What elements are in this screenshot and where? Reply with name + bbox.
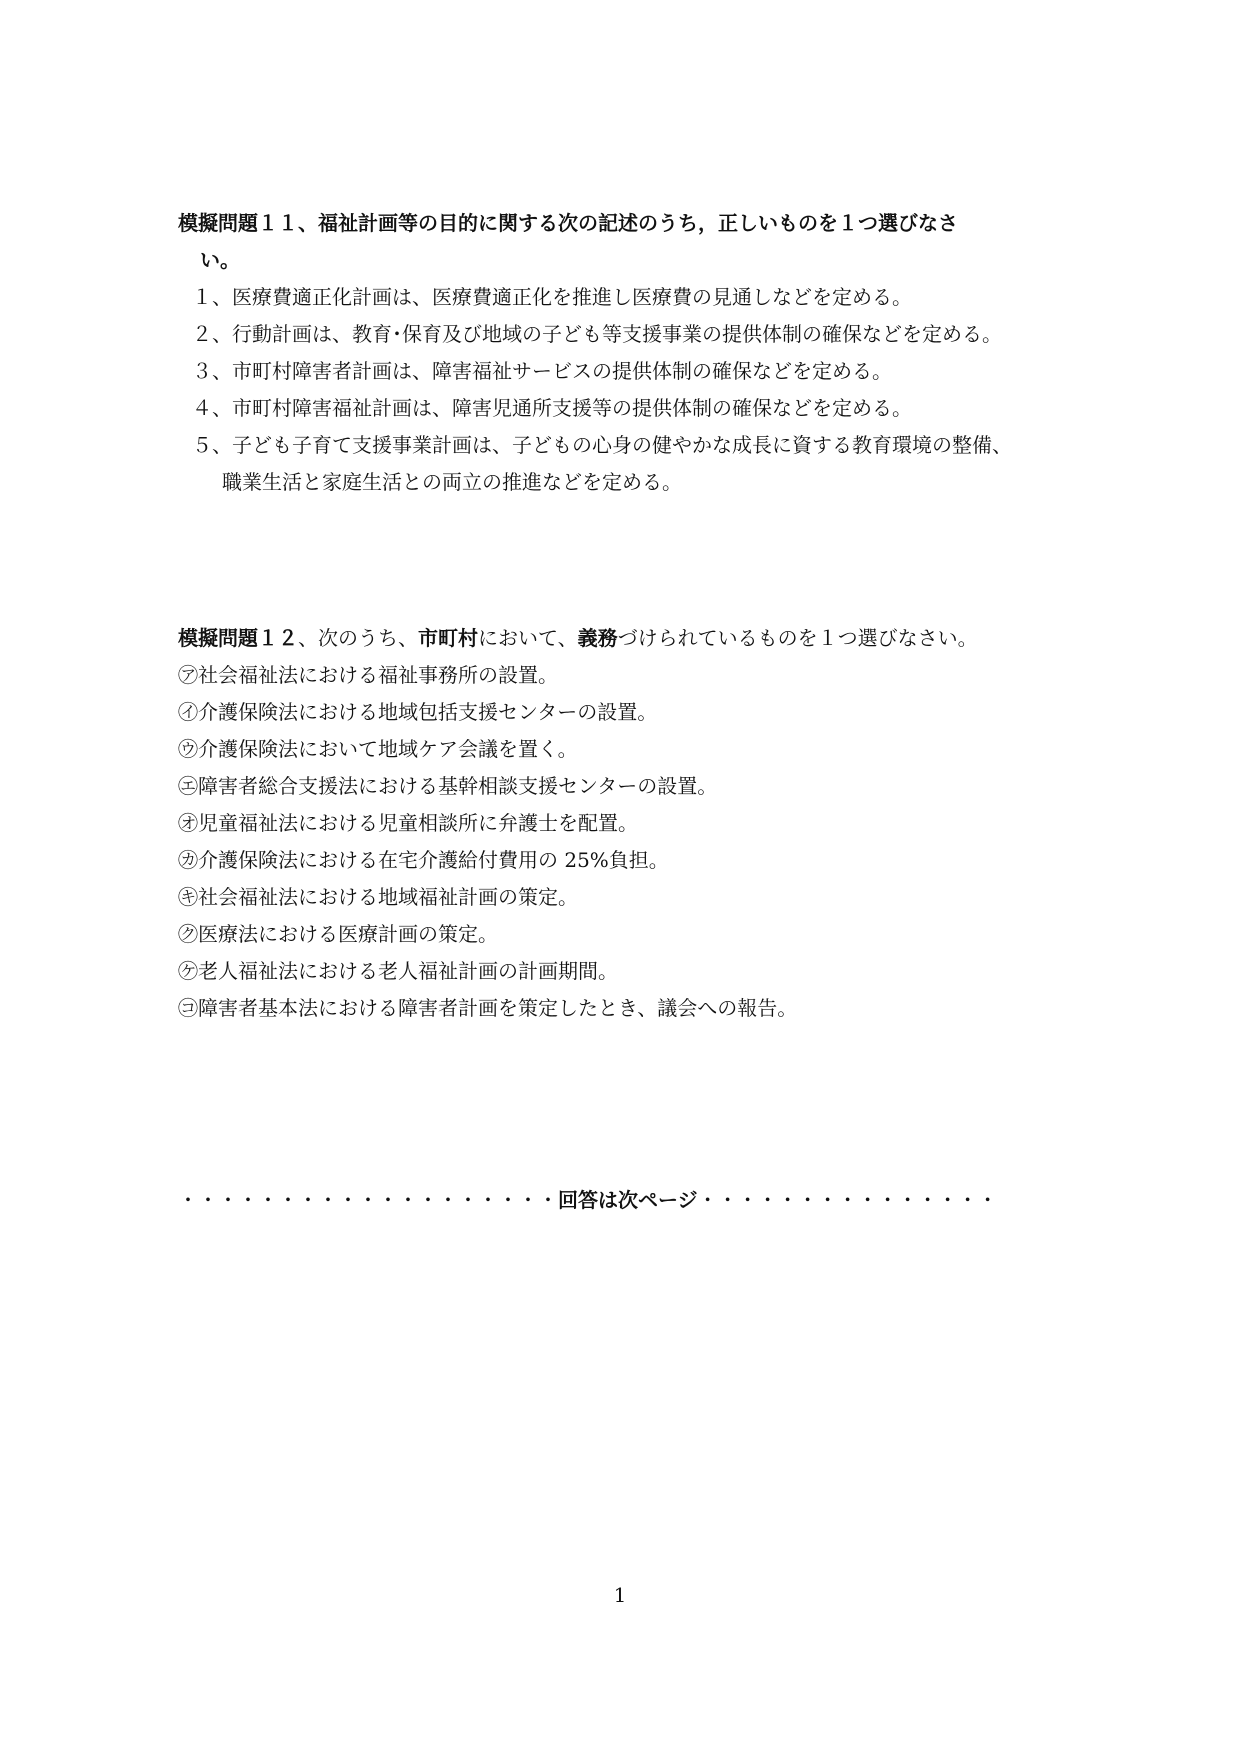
question-11-option-2: ２、行動計画は、教育･保育及び地域の子ども等支援事業の提供体制の確保などを定める。: [192, 322, 1002, 346]
question-11-option-5: ５、子ども子育て支援事業計画は、子どもの心身の健やかな成長に資する教育環境の整備、: [192, 433, 1012, 457]
question-12-item-ke: ㋘老人福祉法における老人福祉計画の計画期間。: [178, 959, 618, 983]
question-12-item-ka: ㋕介護保険法における在宅介護給付費用の 25%負担。: [178, 848, 669, 872]
answer-next-page-separator: [178, 1182, 1058, 1219]
question-11-option-1: １、医療費適正化計画は、医療費適正化を推進し医療費の見通しなどを定める。: [192, 285, 912, 309]
question-12-text-b: において、: [478, 626, 578, 650]
question-12-item-ko: ㋙障害者基本法における障害者計画を策定したとき、議会への報告。: [178, 996, 798, 1020]
question-12: [178, 620, 1078, 1027]
question-12-item-ki: ㋖社会福祉法における地域福祉計画の策定。: [178, 885, 578, 909]
question-12-item-a: ㋐社会福祉法における福祉事務所の設置。: [178, 663, 558, 687]
question-11-title-continuation: い。: [200, 248, 240, 272]
question-11-option-3: ３、市町村障害者計画は、障害福祉サービスの提供体制の確保などを定める。: [192, 359, 892, 383]
question-12-item-ku: ㋗医療法における医療計画の策定。: [178, 922, 498, 946]
question-11-option-5-continuation: 職業生活と家庭生活との両立の推進などを定める。: [222, 470, 682, 494]
separator-dots-right: ・・・・・・・・・・・・・・・: [697, 1188, 998, 1212]
separator-label: 回答は次ページ: [558, 1188, 698, 1212]
question-11: [178, 205, 1078, 501]
question-11-option-4: ４、市町村障害福祉計画は、障害児通所支援等の提供体制の確保などを定める。: [192, 396, 912, 420]
question-12-item-e: ㋓障害者総合支援法における基幹相談支援センターの設置。: [178, 774, 718, 798]
question-11-title: 模擬問題１１、福祉計画等の目的に関する次の記述のうち，正しいものを１つ選びなさ: [178, 211, 958, 235]
question-12-title: [178, 620, 1078, 657]
question-12-emphasis-municipality: 市町村: [418, 626, 478, 650]
question-12-item-o: ㋔児童福祉法における児童相談所に弁護士を配置。: [178, 811, 638, 835]
question-12-label: 模擬問題１２: [178, 626, 298, 650]
question-12-text-c: づけられているものを１つ選びなさい。: [617, 626, 978, 650]
separator-dots-left: ・・・・・・・・・・・・・・・・・・・: [178, 1188, 558, 1212]
page-number: 1: [613, 1583, 627, 1607]
question-12-item-u: ㋒介護保険法において地域ケア会議を置く。: [178, 737, 578, 761]
question-12-text-a: 、次のうち、: [298, 626, 418, 650]
question-12-emphasis-obligation: 義務: [577, 626, 618, 650]
question-12-item-i: ㋑介護保険法における地域包括支援センターの設置。: [178, 700, 658, 724]
